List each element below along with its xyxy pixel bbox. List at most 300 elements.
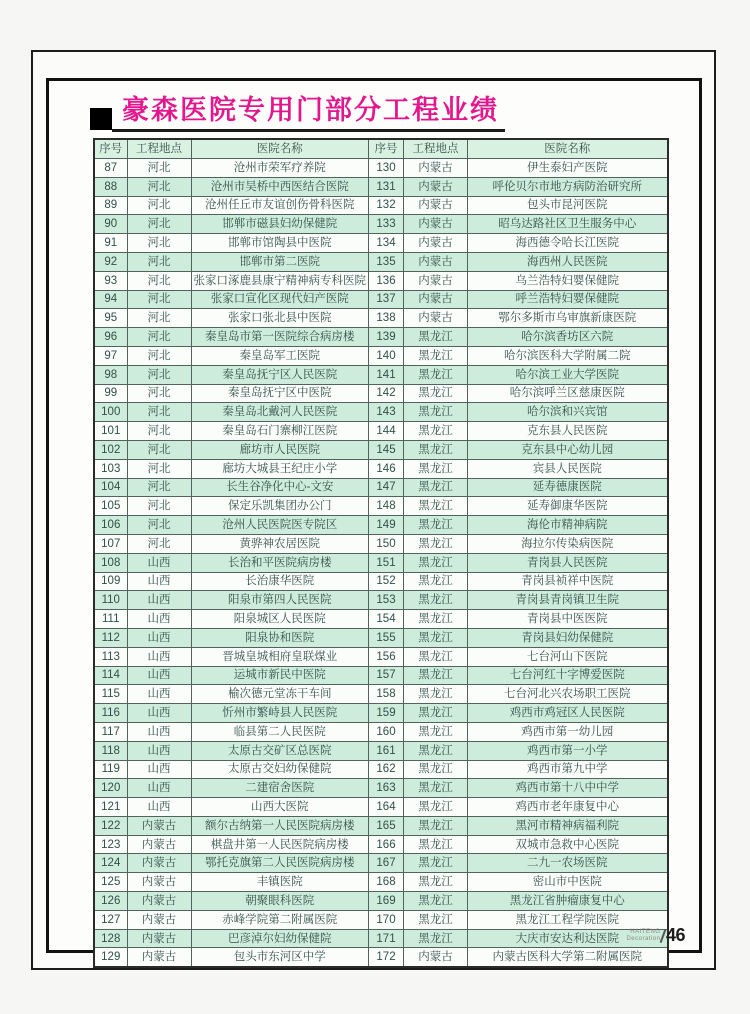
- location-cell-right: 黑龙江: [404, 910, 468, 929]
- table-row: [94, 534, 668, 553]
- seq-cell-left: 121: [94, 798, 127, 817]
- hospital-cell-left: 廊坊市人民医院: [191, 440, 369, 459]
- hospital-cell-right: 青岗县中医医院: [468, 610, 668, 629]
- hospital-cell-right: 大庆市安达利达医院: [468, 929, 668, 948]
- seq-cell-left: 120: [94, 779, 127, 798]
- seq-cell-right: 144: [369, 422, 404, 441]
- location-cell-left: 河北: [127, 215, 191, 234]
- hospital-cell-right: 昭乌达路社区卫生服务中心: [468, 215, 668, 234]
- location-cell-left: 山西: [127, 798, 191, 817]
- table-row: [94, 271, 668, 290]
- location-cell-left: 内蒙古: [127, 816, 191, 835]
- location-cell-left: 内蒙古: [127, 929, 191, 948]
- seq-cell-right: 143: [369, 403, 404, 422]
- seq-cell-left: 124: [94, 854, 127, 873]
- hospital-cell-left: 长治和平医院病房楼: [191, 553, 369, 572]
- seq-cell-right: 165: [369, 816, 404, 835]
- hospital-cell-right: 鸡西市鸡冠区人民医院: [468, 704, 668, 723]
- seq-cell-left: 117: [94, 722, 127, 741]
- table-row: [94, 497, 668, 516]
- seq-cell-left: 125: [94, 873, 127, 892]
- location-cell-right: 黑龙江: [404, 365, 468, 384]
- location-cell-right: 黑龙江: [404, 403, 468, 422]
- hospital-cell-left: 包头市东河区中学: [191, 948, 369, 967]
- seq-cell-right: 171: [369, 929, 404, 948]
- hospital-cell-right: 黑河市精神病福利院: [468, 816, 668, 835]
- outer-page-border: [31, 50, 716, 970]
- hospital-cell-right: 海西州人民医院: [468, 252, 668, 271]
- hospital-cell-right: 七台河红十字博爱医院: [468, 666, 668, 685]
- seq-cell-right: 159: [369, 704, 404, 723]
- seq-cell-right: 139: [369, 328, 404, 347]
- seq-cell-left: 92: [94, 252, 127, 271]
- hospital-cell-right: 黑龙江省肿瘤康复中心: [468, 892, 668, 911]
- seq-cell-left: 114: [94, 666, 127, 685]
- table-row: [94, 516, 668, 535]
- hospital-cell-left: 太原古交矿区总医院: [191, 741, 369, 760]
- hospital-cell-left: 阳泉城区人民医院: [191, 610, 369, 629]
- table-row: [94, 685, 668, 704]
- page-title: 豪森医院专用门部分工程业绩: [112, 95, 505, 132]
- location-cell-left: 河北: [127, 459, 191, 478]
- table-row: [94, 159, 668, 178]
- brand-wordmark: [626, 929, 660, 943]
- seq-cell-left: 108: [94, 553, 127, 572]
- seq-cell-right: 169: [369, 892, 404, 911]
- seq-cell-right: 168: [369, 873, 404, 892]
- seq-cell-left: 111: [94, 610, 127, 629]
- hospital-cell-left: 榆次德元堂冻干车间: [191, 685, 369, 704]
- seq-cell-left: 91: [94, 234, 127, 253]
- hospital-cell-left: 秦皇岛市第一医院综合病房楼: [191, 328, 369, 347]
- seq-cell-right: 167: [369, 854, 404, 873]
- hospital-cell-right: 伊生泰妇产医院: [468, 159, 668, 178]
- location-cell-left: 河北: [127, 159, 191, 178]
- location-cell-right: 黑龙江: [404, 328, 468, 347]
- location-cell-right: 黑龙江: [404, 440, 468, 459]
- table-row: [94, 929, 668, 948]
- seq-cell-left: 89: [94, 196, 127, 215]
- location-cell-left: 河北: [127, 365, 191, 384]
- table-row: [94, 647, 668, 666]
- hospital-cell-left: 保定乐凯集团办公门: [191, 497, 369, 516]
- location-cell-left: 河北: [127, 534, 191, 553]
- hospital-cell-left: 运城市新民中医院: [191, 666, 369, 685]
- seq-cell-right: 132: [369, 196, 404, 215]
- table-row: [94, 873, 668, 892]
- hospital-cell-left: 长治康华医院: [191, 572, 369, 591]
- table-row: [94, 910, 668, 929]
- location-cell-right: 黑龙江: [404, 572, 468, 591]
- hospital-cell-right: 青岗县祯祥中医院: [468, 572, 668, 591]
- hospital-cell-right: 黑龙江工程学院医院: [468, 910, 668, 929]
- hospital-cell-right: 延寿御康华医院: [468, 497, 668, 516]
- seq-cell-right: 141: [369, 365, 404, 384]
- hospital-cell-left: 黄骅神农居医院: [191, 534, 369, 553]
- location-cell-left: 河北: [127, 422, 191, 441]
- hospital-cell-left: 长生谷净化中心-文安: [191, 478, 369, 497]
- location-cell-left: 山西: [127, 760, 191, 779]
- location-cell-right: 内蒙古: [404, 271, 468, 290]
- hospital-cell-left: 阳泉协和医院: [191, 628, 369, 647]
- header-location-left: 工程地点: [127, 139, 191, 159]
- hospital-cell-right: 哈尔滨呼兰区慈康医院: [468, 384, 668, 403]
- hospital-cell-left: 秦皇岛抚宁区人民医院: [191, 365, 369, 384]
- hospital-cell-right: 哈尔滨香坊区六院: [468, 328, 668, 347]
- location-cell-left: 山西: [127, 610, 191, 629]
- table-row: [94, 892, 668, 911]
- seq-cell-left: 115: [94, 685, 127, 704]
- header-location-right: 工程地点: [404, 139, 468, 159]
- table-row: [94, 816, 668, 835]
- location-cell-left: 内蒙古: [127, 835, 191, 854]
- hospital-cell-left: 秦皇岛军工医院: [191, 346, 369, 365]
- hospital-cell-right: 鸡西市第一小学: [468, 741, 668, 760]
- hospital-cell-right: 哈尔滨和兴宾馆: [468, 403, 668, 422]
- hospital-cell-right: 呼兰浩特妇婴保健院: [468, 290, 668, 309]
- hospital-cell-left: 廊坊大城县王纪庄小学: [191, 459, 369, 478]
- location-cell-left: 内蒙古: [127, 854, 191, 873]
- table-header-row: [94, 139, 668, 159]
- seq-cell-left: 129: [94, 948, 127, 967]
- seq-cell-right: 162: [369, 760, 404, 779]
- table-row: [94, 722, 668, 741]
- hospital-cell-left: 沧州市荣军疗养院: [191, 159, 369, 178]
- seq-cell-right: 130: [369, 159, 404, 178]
- table-row: [94, 403, 668, 422]
- page-number: 46: [665, 925, 685, 945]
- table-row: [94, 252, 668, 271]
- hospital-cell-left: 张家口张北县中医院: [191, 309, 369, 328]
- seq-cell-left: 99: [94, 384, 127, 403]
- location-cell-right: 内蒙古: [404, 196, 468, 215]
- seq-cell-left: 127: [94, 910, 127, 929]
- seq-cell-left: 100: [94, 403, 127, 422]
- table-row: [94, 290, 668, 309]
- location-cell-left: 内蒙古: [127, 910, 191, 929]
- hospital-cell-right: 克东县中心幼儿园: [468, 440, 668, 459]
- seq-cell-right: 158: [369, 685, 404, 704]
- location-cell-left: 山西: [127, 779, 191, 798]
- location-cell-right: 黑龙江: [404, 647, 468, 666]
- table-row: [94, 835, 668, 854]
- location-cell-left: 河北: [127, 196, 191, 215]
- hospital-cell-left: 阳泉市第四人民医院: [191, 591, 369, 610]
- table-row: [94, 741, 668, 760]
- hospital-cell-left: 临县第二人民医院: [191, 722, 369, 741]
- seq-cell-right: 136: [369, 271, 404, 290]
- table-row: [94, 798, 668, 817]
- hospital-cell-left: 秦皇岛抚宁区中医院: [191, 384, 369, 403]
- hospital-cell-left: 邯郸市磁县妇幼保健院: [191, 215, 369, 234]
- hospital-cell-left: 棋盘井第一人民医院病房楼: [191, 835, 369, 854]
- table-row: [94, 704, 668, 723]
- location-cell-right: 内蒙古: [404, 177, 468, 196]
- seq-cell-left: 105: [94, 497, 127, 516]
- location-cell-left: 河北: [127, 403, 191, 422]
- seq-cell-left: 88: [94, 177, 127, 196]
- hospital-cell-left: 鄂托克旗第二人民医院病房楼: [191, 854, 369, 873]
- hospital-cell-right: 海伦市精神病院: [468, 516, 668, 535]
- hospital-cell-right: 七台河北兴农场职工医院: [468, 685, 668, 704]
- location-cell-left: 河北: [127, 290, 191, 309]
- seq-cell-left: 97: [94, 346, 127, 365]
- location-cell-right: 黑龙江: [404, 722, 468, 741]
- seq-cell-left: 119: [94, 760, 127, 779]
- hospital-cell-left: 巴彦淖尔妇幼保健院: [191, 929, 369, 948]
- seq-cell-left: 128: [94, 929, 127, 948]
- location-cell-left: 山西: [127, 741, 191, 760]
- location-cell-right: 黑龙江: [404, 779, 468, 798]
- location-cell-right: 黑龙江: [404, 534, 468, 553]
- seq-cell-right: 150: [369, 534, 404, 553]
- location-cell-right: 黑龙江: [404, 478, 468, 497]
- seq-cell-left: 90: [94, 215, 127, 234]
- hospital-cell-right: 鸡西市第九中学: [468, 760, 668, 779]
- location-cell-left: 河北: [127, 177, 191, 196]
- seq-cell-left: 98: [94, 365, 127, 384]
- seq-cell-left: 95: [94, 309, 127, 328]
- seq-cell-left: 109: [94, 572, 127, 591]
- location-cell-right: 黑龙江: [404, 666, 468, 685]
- table-row: [94, 854, 668, 873]
- seq-cell-right: 161: [369, 741, 404, 760]
- table-row: [94, 948, 668, 967]
- table-row: [94, 553, 668, 572]
- seq-cell-left: 110: [94, 591, 127, 610]
- hospital-cell-left: 额尔古纳第一人民医院病房楼: [191, 816, 369, 835]
- table-row: [94, 177, 668, 196]
- location-cell-left: 河北: [127, 440, 191, 459]
- table-row: [94, 478, 668, 497]
- location-cell-right: 内蒙古: [404, 309, 468, 328]
- hospital-cell-left: 沧州人民医院医专院区: [191, 516, 369, 535]
- hospital-cell-right: 乌兰浩特妇婴保健院: [468, 271, 668, 290]
- seq-cell-left: 93: [94, 271, 127, 290]
- location-cell-left: 山西: [127, 572, 191, 591]
- location-cell-right: 黑龙江: [404, 816, 468, 835]
- location-cell-right: 黑龙江: [404, 497, 468, 516]
- table-row: [94, 779, 668, 798]
- footer-brand-block: [626, 925, 685, 946]
- location-cell-right: 内蒙古: [404, 290, 468, 309]
- seq-cell-left: 116: [94, 704, 127, 723]
- location-cell-left: 河北: [127, 478, 191, 497]
- seq-cell-right: 172: [369, 948, 404, 967]
- seq-cell-left: 87: [94, 159, 127, 178]
- seq-cell-left: 103: [94, 459, 127, 478]
- seq-cell-right: 156: [369, 647, 404, 666]
- hospital-cell-right: 哈尔滨医科大学附属二院: [468, 346, 668, 365]
- location-cell-right: 黑龙江: [404, 798, 468, 817]
- location-cell-right: 黑龙江: [404, 760, 468, 779]
- location-cell-right: 内蒙古: [404, 252, 468, 271]
- hospital-cell-right: 海拉尔传染病医院: [468, 534, 668, 553]
- seq-cell-right: 131: [369, 177, 404, 196]
- location-cell-right: 黑龙江: [404, 835, 468, 854]
- table-row: [94, 760, 668, 779]
- seq-cell-left: 118: [94, 741, 127, 760]
- hospital-cell-right: 鄂尔多斯市乌审旗新康医院: [468, 309, 668, 328]
- table-row: [94, 591, 668, 610]
- table-row: [94, 215, 668, 234]
- seq-cell-right: 145: [369, 440, 404, 459]
- seq-cell-right: 134: [369, 234, 404, 253]
- hospital-cell-right: 延寿德康医院: [468, 478, 668, 497]
- hospital-cell-left: 邯郸市第二医院: [191, 252, 369, 271]
- hospital-cell-left: 忻州市繁峙县人民医院: [191, 704, 369, 723]
- inner-page-border: [46, 78, 702, 964]
- hospital-cell-left: 邯郸市馆陶县中医院: [191, 234, 369, 253]
- header-hospital-right: 医院名称: [468, 139, 668, 159]
- hospital-cell-left: 丰镇医院: [191, 873, 369, 892]
- seq-cell-right: 146: [369, 459, 404, 478]
- hospital-cell-right: 海西德令哈长江医院: [468, 234, 668, 253]
- seq-cell-right: 147: [369, 478, 404, 497]
- location-cell-right: 黑龙江: [404, 892, 468, 911]
- table-row: [94, 384, 668, 403]
- hospital-cell-left: 朝聚眼科医院: [191, 892, 369, 911]
- table-row: [94, 422, 668, 441]
- seq-cell-left: 96: [94, 328, 127, 347]
- hospital-cell-right: 克东县人民医院: [468, 422, 668, 441]
- location-cell-left: 内蒙古: [127, 948, 191, 967]
- location-cell-left: 山西: [127, 685, 191, 704]
- seq-cell-right: 137: [369, 290, 404, 309]
- location-cell-left: 内蒙古: [127, 892, 191, 911]
- seq-cell-left: 113: [94, 647, 127, 666]
- seq-cell-right: 160: [369, 722, 404, 741]
- location-cell-left: 河北: [127, 328, 191, 347]
- hospital-cell-left: 秦皇岛石门寨柳江医院: [191, 422, 369, 441]
- seq-cell-left: 104: [94, 478, 127, 497]
- hospital-cell-right: 二九一农场医院: [468, 854, 668, 873]
- hospital-cell-left: 二建宿舍医院: [191, 779, 369, 798]
- table-row: [94, 610, 668, 629]
- seq-cell-right: 140: [369, 346, 404, 365]
- seq-cell-right: 149: [369, 516, 404, 535]
- seq-cell-right: 133: [369, 215, 404, 234]
- table-row: [94, 628, 668, 647]
- hospital-cell-left: 山西大医院: [191, 798, 369, 817]
- seq-cell-left: 94: [94, 290, 127, 309]
- location-cell-right: 黑龙江: [404, 422, 468, 441]
- table-row: [94, 309, 668, 328]
- seq-cell-right: 163: [369, 779, 404, 798]
- seq-cell-right: 170: [369, 910, 404, 929]
- location-cell-right: 黑龙江: [404, 346, 468, 365]
- hospital-cell-right: 哈尔滨工业大学医院: [468, 365, 668, 384]
- table-row: [94, 196, 668, 215]
- location-cell-left: 山西: [127, 647, 191, 666]
- location-cell-right: 黑龙江: [404, 704, 468, 723]
- location-cell-right: 黑龙江: [404, 610, 468, 629]
- location-cell-right: 黑龙江: [404, 929, 468, 948]
- location-cell-left: 山西: [127, 666, 191, 685]
- hospital-cell-right: 呼伦贝尔市地方病防治研究所: [468, 177, 668, 196]
- header-hospital-left: 医院名称: [191, 139, 369, 159]
- seq-cell-right: 154: [369, 610, 404, 629]
- hospital-cell-right: 内蒙古医科大学第二附属医院: [468, 948, 668, 967]
- location-cell-right: 内蒙古: [404, 159, 468, 178]
- seq-cell-right: 148: [369, 497, 404, 516]
- hospital-cell-left: 秦皇岛北戴河人民医院: [191, 403, 369, 422]
- seq-cell-left: 126: [94, 892, 127, 911]
- hospital-cell-left: 太原古交妇幼保健院: [191, 760, 369, 779]
- seq-cell-right: 166: [369, 835, 404, 854]
- seq-cell-right: 135: [369, 252, 404, 271]
- hospital-cell-right: 青岗县青岗镇卫生院: [468, 591, 668, 610]
- header-seq-right: 序号: [369, 139, 404, 159]
- table-row: [94, 666, 668, 685]
- table-row: [94, 346, 668, 365]
- seq-cell-right: 155: [369, 628, 404, 647]
- brand-line1: HAITENG: [630, 928, 661, 935]
- square-bullet-icon: [90, 108, 112, 130]
- location-cell-right: 黑龙江: [404, 459, 468, 478]
- hospital-cell-right: 宾县人民医院: [468, 459, 668, 478]
- hospital-cell-right: 青岗县人民医院: [468, 553, 668, 572]
- location-cell-left: 山西: [127, 722, 191, 741]
- location-cell-right: 黑龙江: [404, 384, 468, 403]
- seq-cell-right: 152: [369, 572, 404, 591]
- hospital-cell-right: 包头市昆河医院: [468, 196, 668, 215]
- location-cell-left: 河北: [127, 234, 191, 253]
- seq-cell-right: 138: [369, 309, 404, 328]
- hospital-projects-table: [93, 138, 669, 968]
- hospital-cell-right: 双城市急救中心医院: [468, 835, 668, 854]
- hospital-cell-left: 晋城皇城相府皇联煤业: [191, 647, 369, 666]
- location-cell-left: 河北: [127, 346, 191, 365]
- seq-cell-right: 151: [369, 553, 404, 572]
- hospital-cell-right: 七台河山下医院: [468, 647, 668, 666]
- location-cell-right: 黑龙江: [404, 741, 468, 760]
- seq-cell-left: 101: [94, 422, 127, 441]
- table-row: [94, 572, 668, 591]
- hospital-cell-left: 赤峰学院第二附属医院: [191, 910, 369, 929]
- location-cell-left: 河北: [127, 516, 191, 535]
- hospital-cell-left: 张家口涿鹿县康宁精神病专科医院: [191, 271, 369, 290]
- hospital-cell-left: 沧州任丘市友谊创伤骨科医院: [191, 196, 369, 215]
- seq-cell-left: 106: [94, 516, 127, 535]
- location-cell-right: 内蒙古: [404, 215, 468, 234]
- location-cell-right: 内蒙古: [404, 234, 468, 253]
- table-row: [94, 234, 668, 253]
- seq-cell-right: 142: [369, 384, 404, 403]
- table-row: [94, 459, 668, 478]
- location-cell-right: 黑龙江: [404, 873, 468, 892]
- location-cell-right: 黑龙江: [404, 553, 468, 572]
- seq-cell-right: 164: [369, 798, 404, 817]
- hospital-cell-right: 密山市中医院: [468, 873, 668, 892]
- location-cell-left: 山西: [127, 553, 191, 572]
- location-cell-left: 河北: [127, 384, 191, 403]
- location-cell-right: 黑龙江: [404, 628, 468, 647]
- hospital-cell-right: 鸡西市第十八中中学: [468, 779, 668, 798]
- location-cell-left: 山西: [127, 591, 191, 610]
- location-cell-right: 黑龙江: [404, 685, 468, 704]
- hospital-cell-right: 青岗县妇幼保健院: [468, 628, 668, 647]
- location-cell-right: 黑龙江: [404, 591, 468, 610]
- seq-cell-left: 122: [94, 816, 127, 835]
- seq-cell-left: 107: [94, 534, 127, 553]
- table-row: [94, 328, 668, 347]
- location-cell-left: 山西: [127, 704, 191, 723]
- location-cell-right: 黑龙江: [404, 854, 468, 873]
- brand-line2: Decoration: [626, 935, 661, 942]
- hospital-cell-right: 鸡西市第一幼儿园: [468, 722, 668, 741]
- page-title-block: [90, 95, 505, 132]
